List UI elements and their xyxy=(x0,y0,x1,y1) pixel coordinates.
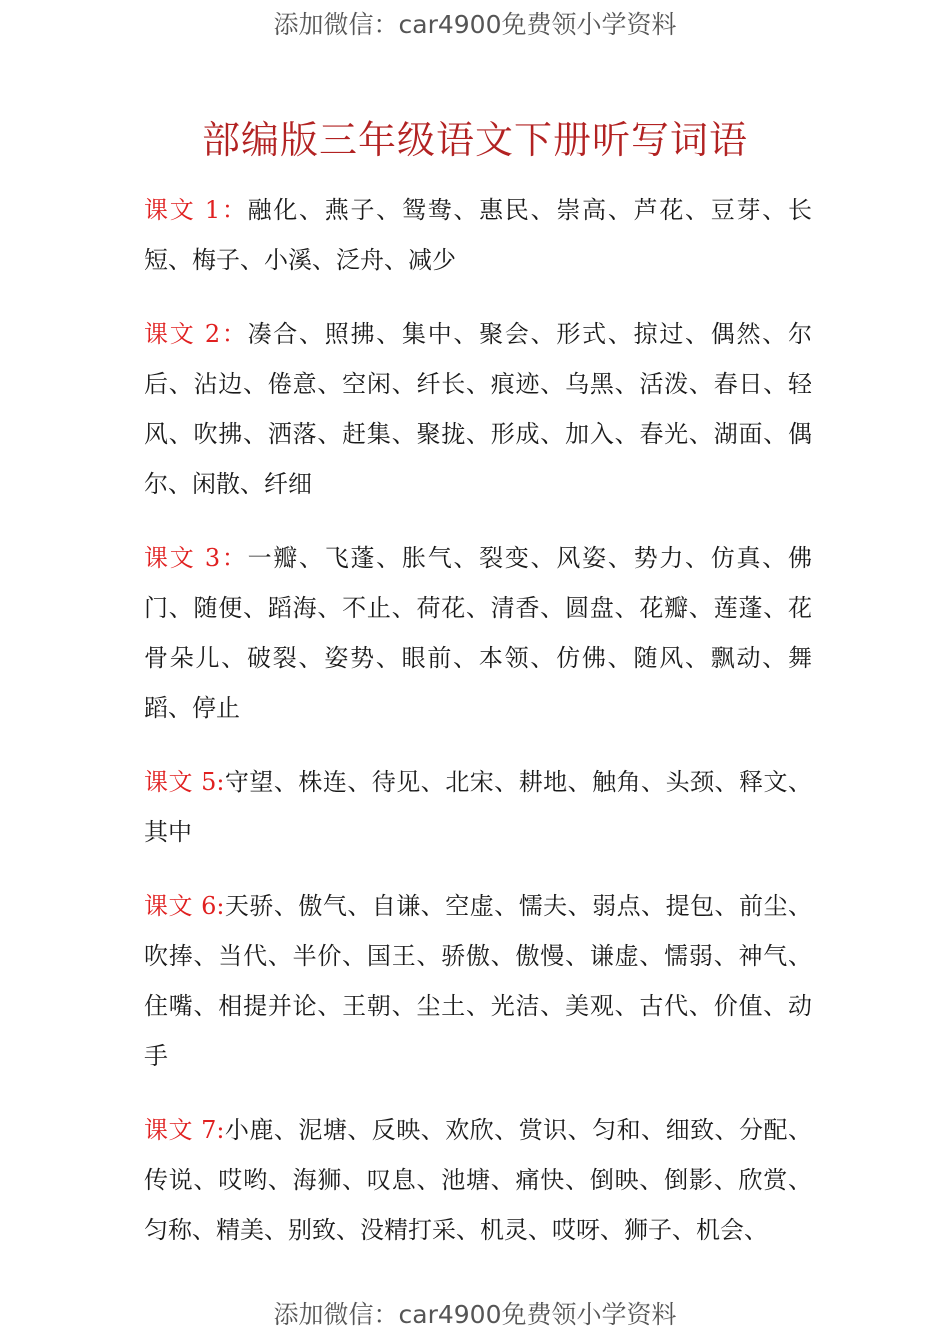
watermark-top: 添加微信：car4900免费领小学资料 xyxy=(273,10,677,39)
lesson-5 xyxy=(144,757,812,857)
lesson-6 xyxy=(144,881,812,1081)
lesson-words: 天骄、傲气、自谦、空虚、懦夫、弱点、提包、前尘、吹捧、当代、半价、国王、骄傲、傲慢、谦虚、懦弱、神气、住嘴、相提并论、王朝、尘土、光洁、美观、古代、价值、动手 xyxy=(144,892,813,1070)
watermark-bottom: 添加微信：car4900免费领小学资料 xyxy=(273,1300,677,1329)
lesson-label: 课文 3： xyxy=(144,544,248,572)
lesson-words: 一瓣、飞蓬、胀气、裂变、风姿、势力、仿真、佛门、随便、蹈海、不止、荷花、清香、圆盘、花瓣、莲蓬、花骨朵儿、破裂、姿势、眼前、本领、仿佛、随风、飘动、舞蹈、停止 xyxy=(144,544,812,722)
lesson-words: 凑合、照拂、集中、聚会、形式、掠过、偶然、尔后、沾边、倦意、空闲、纤长、痕迹、乌黑、活泼、春日、轻风、吹拂、洒落、赶集、聚拢、形成、加入、春光、湖面、偶尔、闲散、纤细 xyxy=(144,320,812,498)
page-title: 部编版三年级语文下册听写词语 xyxy=(201,118,748,162)
lesson-words: 守望、株连、待见、北宋、耕地、触角、头颈、释文、其中 xyxy=(144,768,813,846)
lesson-words: 小鹿、泥塘、反映、欢欣、赏识、匀和、细致、分配、传说、哎哟、海狮、叹息、池塘、痛快、倒映、倒影、欣赏、匀称、精美、别致、没精打采、机灵、哎呀、狮子、机会、 xyxy=(144,1116,813,1244)
lesson-label: 课文 6: xyxy=(144,892,225,920)
lesson-label: 课文 2： xyxy=(144,320,248,348)
lesson-3 xyxy=(144,533,812,733)
lesson-7 xyxy=(144,1105,812,1255)
lesson-list xyxy=(144,185,812,1267)
lesson-label: 课文 7: xyxy=(144,1116,225,1144)
lesson-1 xyxy=(144,185,812,285)
lesson-label: 课文 1： xyxy=(144,196,248,224)
lesson-words: 融化、燕子、鸳鸯、惠民、崇高、芦花、豆芽、长短、梅子、小溪、泛舟、减少 xyxy=(144,196,812,274)
lesson-label: 课文 5: xyxy=(144,768,225,796)
lesson-2 xyxy=(144,309,812,509)
